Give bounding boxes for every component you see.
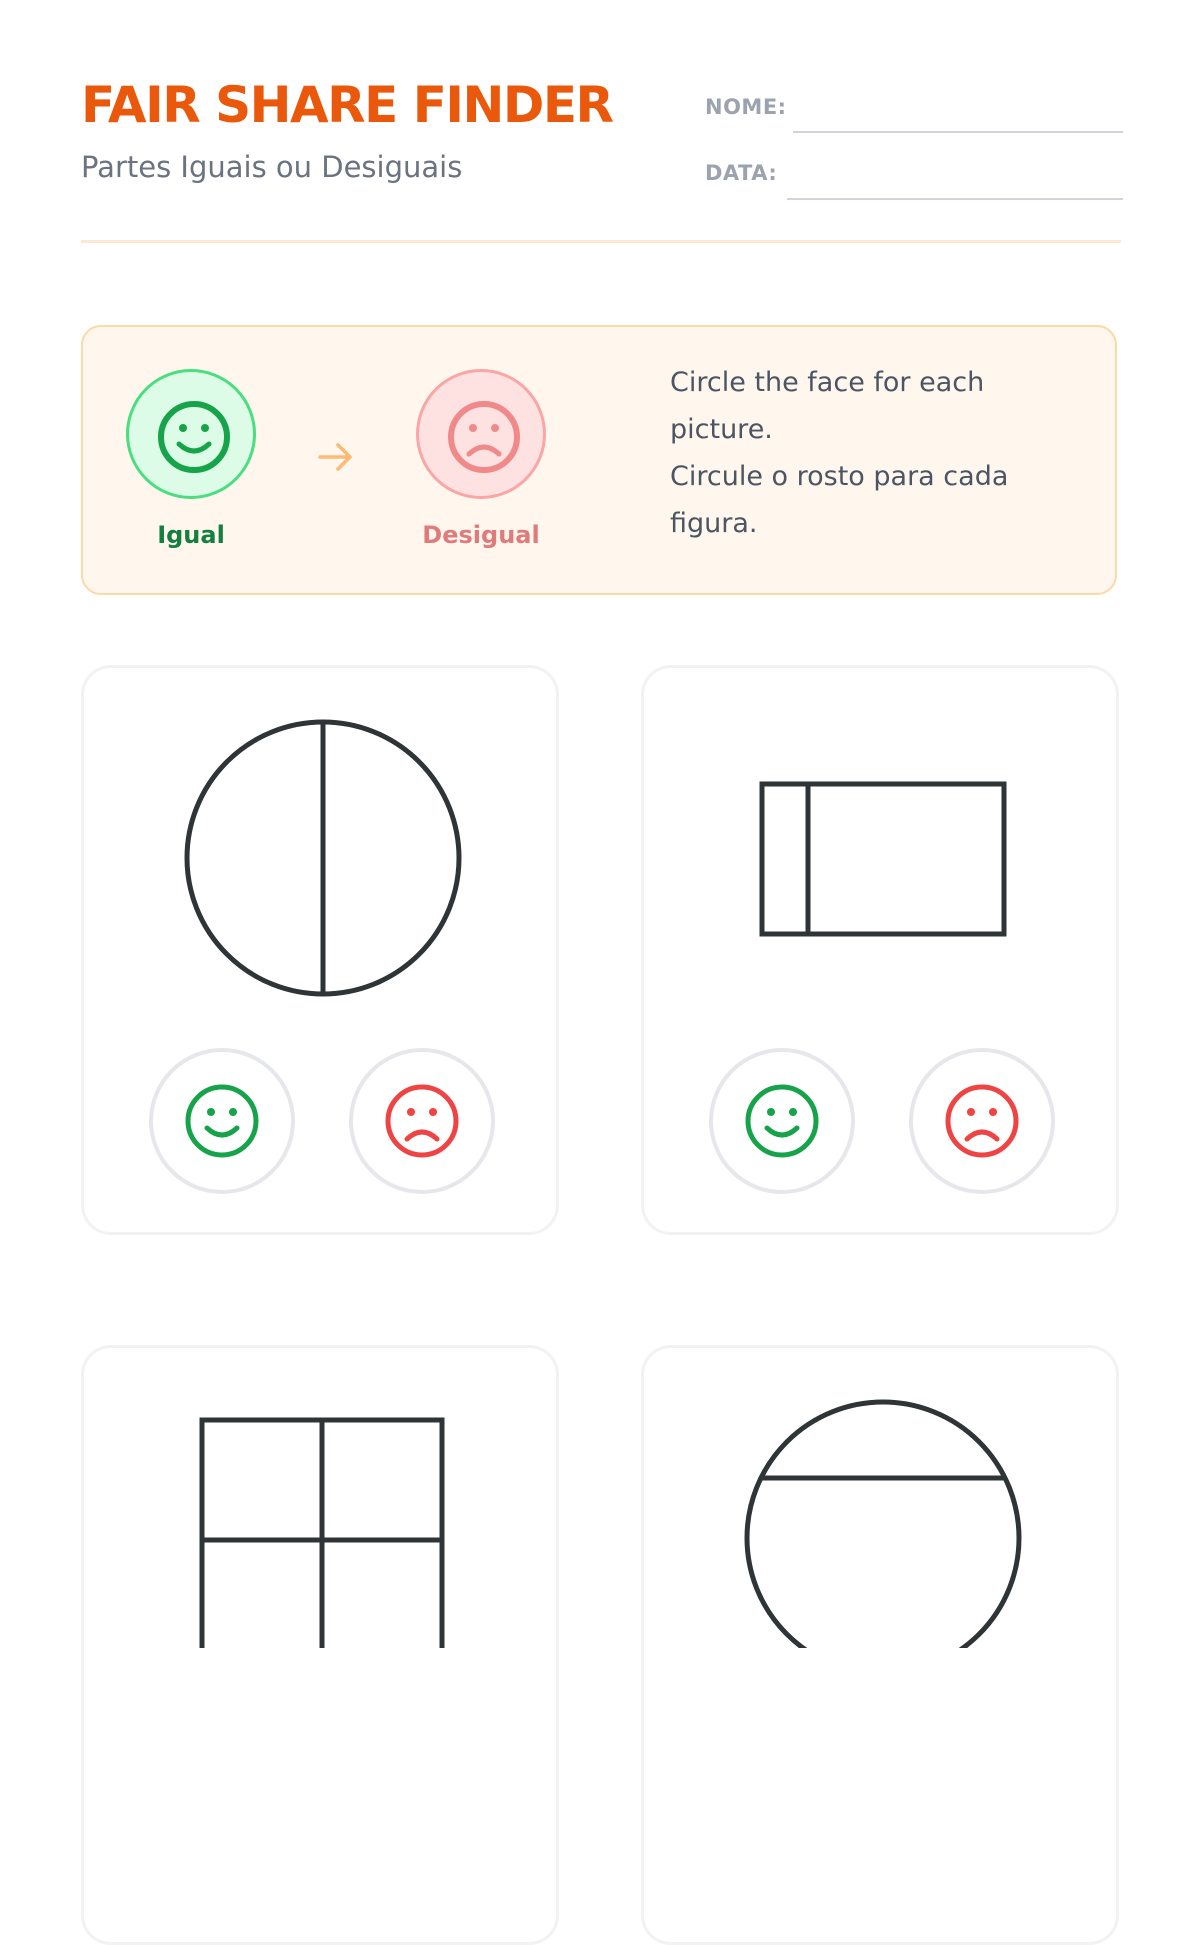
date-label: DATA: xyxy=(705,161,778,185)
unequal-choice-button[interactable] xyxy=(909,1048,1055,1194)
smiley-face-icon xyxy=(184,1083,260,1159)
equal-choice-button[interactable] xyxy=(149,1048,295,1194)
instruction-english: Circle the face for each picture. xyxy=(670,367,985,445)
unequal-choice-button[interactable] xyxy=(349,1048,495,1194)
problem-card-1 xyxy=(81,665,559,1235)
figure-square-quarters xyxy=(84,1348,559,1648)
equal-choice-button[interactable] xyxy=(709,1048,855,1194)
legend-sad-label: Desigual xyxy=(422,521,540,549)
figure-circle-halves xyxy=(84,668,559,1028)
name-label: NOME: xyxy=(705,95,787,119)
arrow-right-icon xyxy=(316,439,356,475)
figure-circle-unequal xyxy=(644,1348,1119,1648)
instructions-text xyxy=(670,359,1070,547)
problem-card-2 xyxy=(641,665,1119,1235)
worksheet-title: FAIR SHARE FINDER xyxy=(81,76,613,134)
instructions-box xyxy=(81,325,1117,595)
problem-card-4 xyxy=(641,1345,1119,1945)
figure-rectangle-unequal xyxy=(644,668,1119,1028)
instruction-portuguese: Circule o rosto para cada figura. xyxy=(670,461,1009,539)
sad-face-icon xyxy=(447,400,521,474)
date-field[interactable] xyxy=(787,198,1123,200)
header-divider xyxy=(81,240,1121,243)
legend-sad-face xyxy=(416,369,546,499)
legend-happy-label: Igual xyxy=(157,521,225,549)
sad-face-icon xyxy=(944,1083,1020,1159)
smiley-face-icon xyxy=(744,1083,820,1159)
name-field[interactable] xyxy=(793,131,1123,133)
sad-face-icon xyxy=(384,1083,460,1159)
legend-happy-face xyxy=(126,369,256,499)
smiley-face-icon xyxy=(157,400,231,474)
problem-card-3 xyxy=(81,1345,559,1945)
worksheet-subtitle: Partes Iguais ou Desiguais xyxy=(81,150,463,184)
